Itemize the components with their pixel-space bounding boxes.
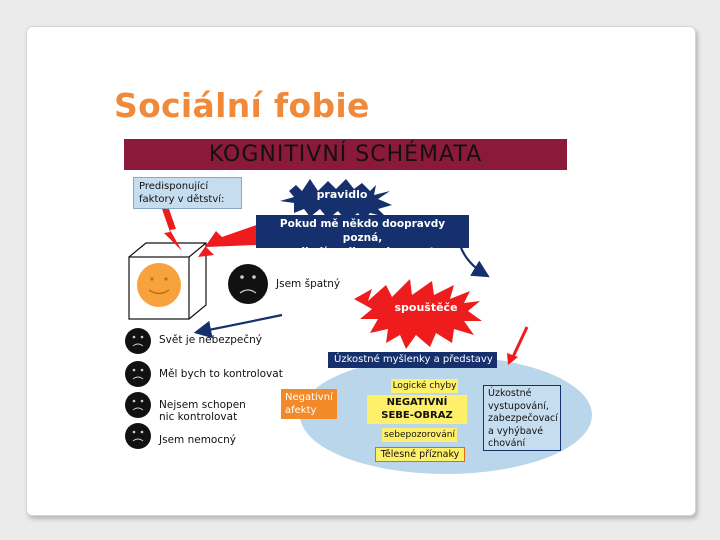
- body-symptoms-box: Tělesné příznaky: [375, 447, 465, 462]
- belief-label-2: Měl bych to kontrolovat: [159, 368, 283, 380]
- rule-line-1: Pokud mě někdo doopravdy pozná,: [279, 218, 446, 244]
- safety-behaviour-box: [483, 385, 561, 451]
- trigger-burst-label: spouštěče: [394, 301, 458, 314]
- slide-title: Sociální fobie: [114, 86, 370, 125]
- lightning-bolt-icon: [162, 209, 182, 251]
- smiley-face-icon: [137, 263, 181, 307]
- sad-face-icon-large: [228, 264, 268, 304]
- rule-burst-label: pravidlo: [316, 188, 368, 201]
- bad-self-label: Jsem špatný: [276, 278, 341, 290]
- predisposing-factors-box: [133, 177, 242, 209]
- self-image-line-1: NEGATIVNÍ: [386, 397, 448, 408]
- self-monitoring-box: sebepozorování: [382, 428, 457, 442]
- rule-line-2: odhalí moji neschopnost: [290, 246, 435, 258]
- negative-self-image-box: [367, 395, 467, 424]
- safety-line-2: vystupování,: [488, 400, 549, 412]
- self-image-line-2: SEBE-OBRAZ: [381, 410, 453, 421]
- predisposing-line-2: faktory v dětství:: [139, 194, 225, 205]
- belief-label-4: Jsem nemocný: [159, 434, 237, 446]
- safety-line-4: a vyhýbavé: [488, 425, 544, 437]
- banner-title: KOGNITIVNÍ SCHÉMATA: [208, 142, 483, 167]
- negative-affects-line-1: Negativní: [285, 392, 333, 403]
- sad-face-icon-2: [125, 361, 151, 387]
- trigger-burst-shape: [354, 279, 482, 349]
- rule-box: [256, 215, 469, 258]
- sad-face-icon-4: [125, 423, 151, 449]
- sad-face-icon-3: [125, 392, 151, 418]
- negative-affects-line-2: afekty: [285, 405, 317, 416]
- anxious-thoughts-box: Úzkostné myšlenky a představy: [328, 352, 497, 368]
- logical-errors-box: Logické chyby: [392, 381, 457, 391]
- negative-affects-box: [281, 389, 337, 419]
- sad-face-icon-1: [125, 328, 151, 354]
- belief-label-3: Nejsem schopen nic kontrolovat: [159, 399, 246, 423]
- cognitive-schemas-diagram: [124, 139, 567, 461]
- predisposing-line-1: Predisponující: [139, 181, 209, 192]
- belief-label-1: Svět je nebezpečný: [159, 334, 263, 346]
- safety-line-5: chování: [488, 438, 526, 449]
- safety-line-3: zabezpečovací: [488, 413, 558, 424]
- safety-line-1: Úzkostné: [488, 388, 532, 399]
